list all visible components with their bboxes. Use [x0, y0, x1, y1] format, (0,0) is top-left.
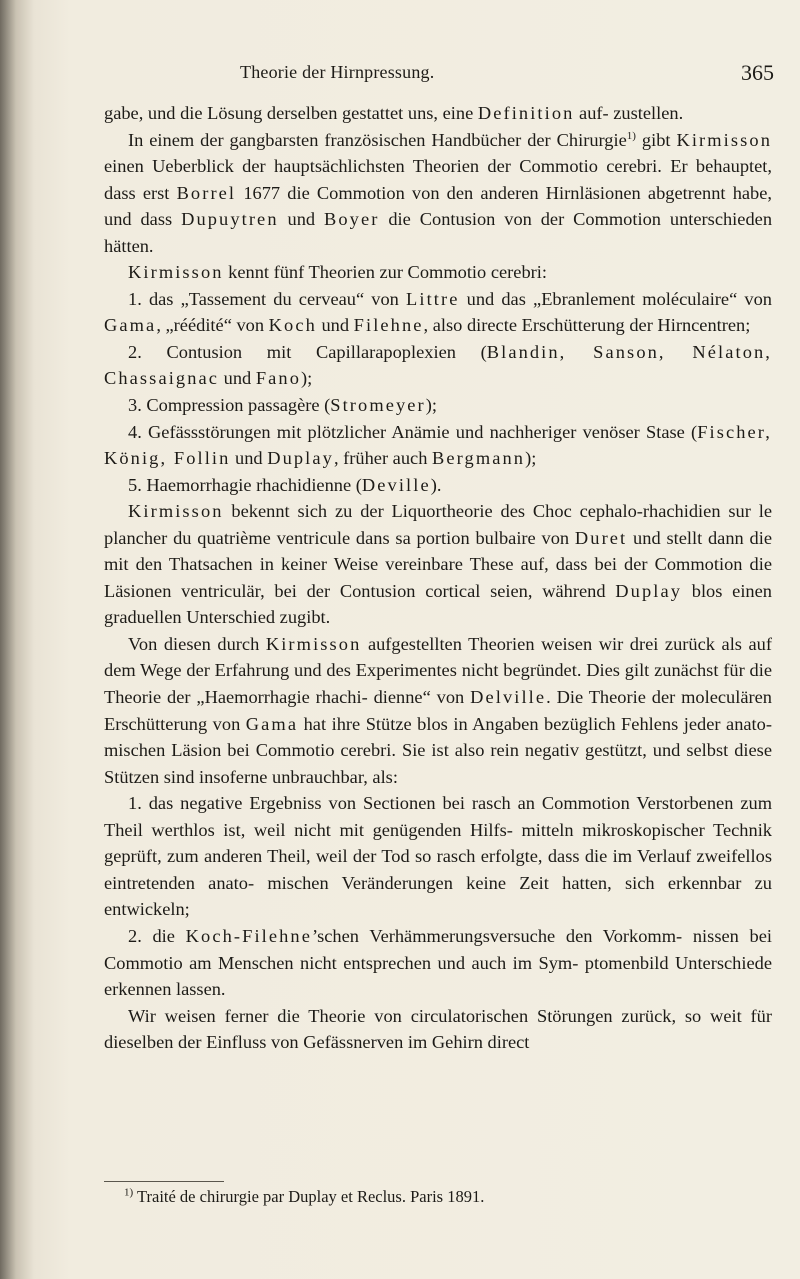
spaced-name: Stromeyer	[330, 395, 426, 416]
paragraph	[104, 286, 772, 339]
spaced-name: Bergmann	[432, 448, 526, 469]
text-run: und stellt dann die mit den Thatsachen in keiner Weise vereinbare These auf, dass bei der Commotion die Läsionen ventriculär, bei der Contusion cortical seien, während	[104, 527, 772, 601]
text-run: , „réédité“ von	[156, 315, 269, 336]
text-run: die Contusion von der Commotion unterschieden hätten.	[104, 209, 773, 256]
spaced-name: Delville	[470, 687, 547, 708]
spaced-name: Koch-Filehne	[185, 925, 312, 946]
footnote-text: Traité de chirurgie par Duplay et Reclus. Paris 1891.	[137, 1187, 485, 1206]
spaced-name: Fano	[255, 368, 301, 389]
page-header	[0, 62, 800, 92]
text-run: ).	[430, 474, 442, 495]
text-run: );	[301, 368, 313, 389]
paragraph	[104, 339, 772, 392]
spaced-name: Kirmisson	[676, 129, 772, 150]
spaced-name: Definition	[477, 103, 575, 123]
text-run: und	[278, 209, 325, 230]
spaced-name: Blandin, Sanson, Nélaton, Chassaignac	[104, 341, 773, 389]
spaced-name: Kirmisson	[128, 501, 224, 522]
spaced-name: Gama	[104, 315, 157, 336]
body-text	[104, 100, 772, 1056]
text-run: und	[230, 448, 268, 469]
paragraph	[104, 498, 772, 631]
paragraph	[104, 1003, 772, 1056]
spaced-name: Gama	[245, 713, 299, 734]
text-run: 1677 die Commotion von den anderen Hirnläsionen abgetrennt habe, und dass	[104, 182, 773, 230]
text-run: 3. Compression passagère (	[128, 395, 331, 416]
spaced-name: Littre	[406, 288, 460, 309]
text-run: 5. Haemorrhagie rhachidienne (	[128, 474, 362, 495]
text-run: 4. Gefässstörungen mit plötzlicher Anämie und nachheriger venöser Stase (	[128, 421, 698, 442]
text-run: );	[425, 395, 438, 416]
text-run: aufgestellten Theorien weisen wir drei zurück als auf dem Wege der Erfahrung und des Experimentes nicht begründet. Dies gilt zunächst für die Theorie der „Haemorrhagie rhachi- dienne“ von	[104, 633, 772, 708]
text-run: bekennt sich zu der Liquortheorie des Choc cephalo-rhachidien sur le plancher du quatrième ventricule dans sa portion bulbaire von	[104, 501, 772, 548]
paragraph	[104, 472, 772, 499]
footnote-reference: 1)	[626, 129, 636, 142]
paragraph	[104, 790, 772, 923]
spaced-name: Filehne	[353, 315, 424, 336]
spaced-name: Kirmisson	[128, 262, 224, 283]
spaced-name: Deville	[361, 474, 431, 495]
running-title: Theorie der Hirnpressung.	[240, 62, 435, 82]
text-run: 2. die	[128, 925, 186, 946]
text-run: 1. das „Tassement du cerveau“ von	[128, 288, 407, 309]
text-run: In einem der gangbarsten französischen Handbücher der Chirurgie	[128, 129, 627, 150]
text-run: 2. Contusion mit Capillarapoplexien (	[128, 341, 487, 362]
text-run: gabe, und die Lösung derselben gestattet uns, eine	[104, 103, 478, 123]
text-run: einen Ueberblick der hauptsächlichsten Theorien der Commotio cerebri. Er behauptet, dass erst	[104, 156, 772, 203]
text-run: 1. das negative Ergebniss von Sectionen bei rasch an Commotion Verstorbenen zum Theil werthlos ist, weil nicht mit genügenden Hilfs- mitteln mikroskopischer Technik geprüft, zum anderen Theil, weil der Tod so rasch erfolgte, dass die im Verlauf zweifellos eintretenden anato- mischen Veränderungen keine Zeit hatten, sich erkennbar zu entwickeln;	[104, 793, 772, 920]
paragraph	[104, 419, 772, 472]
spaced-name: Dupuytren	[181, 209, 279, 230]
paragraph	[104, 923, 772, 1003]
text-run: , früher auch	[333, 448, 432, 469]
spaced-name: Koch	[268, 315, 317, 336]
text-run: kennt fünf Theorien zur Commotio cerebri:	[223, 262, 547, 283]
spaced-name: Kirmisson	[265, 633, 362, 654]
paragraph	[104, 127, 772, 260]
text-run: und	[316, 315, 354, 336]
page-number: 365	[741, 60, 774, 85]
text-run: und das „Ebranlement moléculaire“ von	[459, 288, 772, 309]
text-run: , also directe Erschütterung der Hirncentren;	[423, 315, 751, 336]
spaced-name: Boyer	[324, 209, 380, 230]
paragraph	[104, 259, 772, 286]
text-run: Von diesen durch	[128, 633, 266, 654]
spaced-name: Duplay	[267, 448, 334, 469]
paragraph	[104, 392, 772, 419]
spaced-name: Borrel	[176, 182, 237, 203]
spaced-name: Fischer, König, Follin	[104, 421, 772, 469]
text-run: ’schen Verhämmerungsversuche den Vorkomm- nissen bei Commotio am Menschen nicht entsprechen und auch im Sym- ptomenbild Unterschiede erkennen lassen.	[104, 925, 772, 1000]
text-run: );	[525, 448, 537, 469]
spaced-name: Duret	[574, 527, 628, 548]
text-run: hat ihre Stütze blos in Angaben bezüglich Fehlens jeder anato- mischen Läsion bei Commotio cerebri. Sie ist also rein negativ gestützt, und selbst diese Stützen sind insoferne unbrauchbar, als:	[104, 713, 772, 787]
spaced-name: Duplay	[615, 580, 683, 601]
paragraph	[104, 100, 772, 127]
footnote-marker: 1)	[124, 1186, 134, 1199]
text-run: und	[219, 368, 256, 389]
text-run: Wir weisen ferner die Theorie von circulatorischen Störungen zurück, so weit für dieselben der Einfluss von Gefässnerven im Gehirn direct	[104, 1005, 772, 1053]
paragraph	[104, 631, 772, 790]
text-run: gibt	[635, 129, 677, 150]
footnote	[124, 1186, 772, 1208]
text-run: auf- zustellen.	[574, 103, 684, 123]
text-run: blos einen graduellen Unterschied zugibt.	[104, 580, 772, 628]
footnote-rule	[104, 1181, 224, 1182]
text-run: . Die Theorie der moleculären Erschütterung von	[104, 687, 772, 734]
